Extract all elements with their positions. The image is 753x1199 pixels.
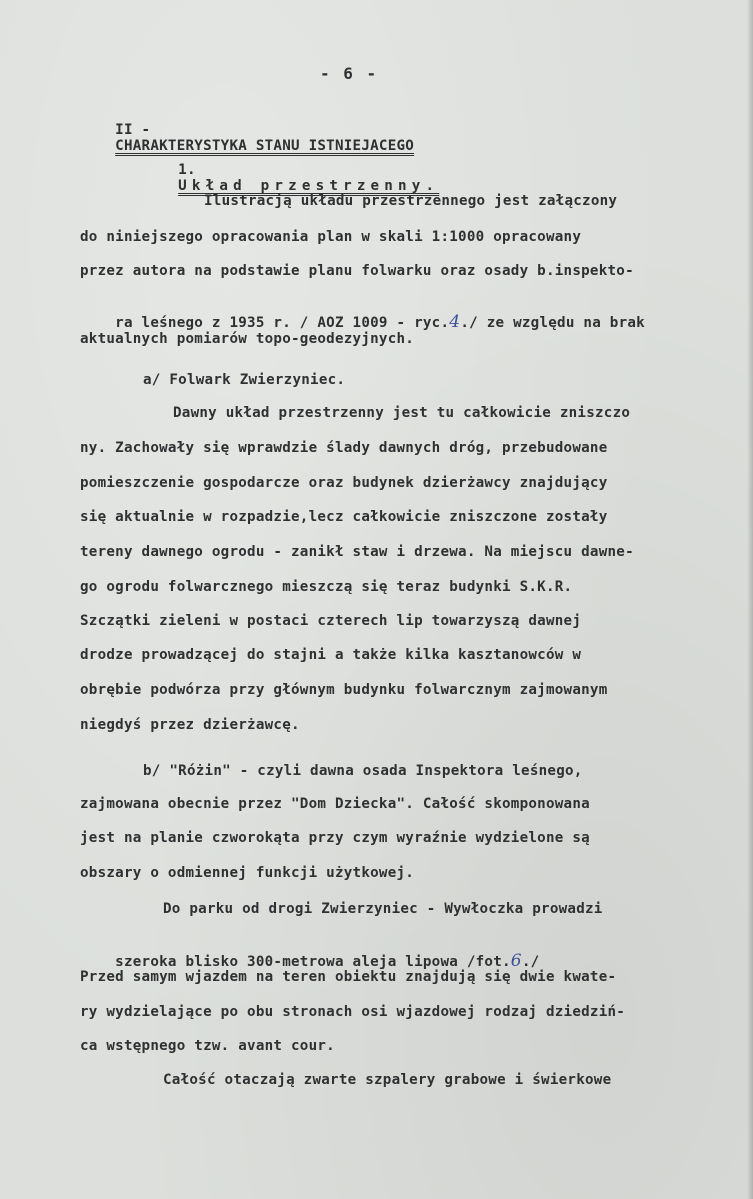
part-a-line-4: się aktualnie w rozpadzie,lecz całkowicie zniszczone zostały — [80, 509, 608, 525]
page-edge-shadow — [747, 0, 753, 1199]
part-a-line-3: pomieszczenie gospodarcze oraz budynek dzierżawcy znajdujący — [80, 475, 608, 491]
park-line-3: Przed samym wjazdem na teren obiektu znajdują się dwie kwate- — [80, 969, 617, 985]
part-b-line-1: b/ "Różin" - czyli dawna osada Inspektora leśnego, — [143, 763, 583, 779]
part-a-line-8: drodze prowadzącej do stajni a także kilka kasztanowców w — [80, 647, 582, 663]
intro-line-3: przez autora na podstawie planu folwarku oraz osady b.inspekto- — [80, 263, 634, 279]
intro-line-5: aktualnych pomiarów topo-geodezyjnych. — [80, 331, 415, 347]
part-a-line-5: tereny dawnego ogrodu - zanikł staw i drzewa. Na miejscu dawne- — [80, 544, 634, 560]
part-a-line-6: go ogrodu folwarcznego mieszczą się teraz budynki S.K.R. — [80, 579, 573, 595]
park-line-2-text: szeroka blisko 300-metrowa aleja lipowa /fot. — [115, 954, 511, 970]
part-a-line-7: Szczątki zieleni w postaci czterech lip towarzyszą dawnej — [80, 613, 582, 629]
subsection-title: Układ przestrzenny. — [178, 178, 440, 194]
park-line-1: Do parku od drogi Zwierzyniec - Wywłoczka prowadzi — [163, 901, 603, 917]
intro-line-4-text: ra leśnego z 1935 r. / AOZ 1009 - ryc. — [115, 315, 450, 331]
part-a-line-10: niegdyś przez dzierżawcę. — [80, 717, 300, 733]
part-a-line-1: Dawny układ przestrzenny jest tu całkowicie zniszczo — [173, 405, 631, 421]
handwritten-photo-number: 6 — [510, 951, 522, 971]
page-number: - 6 - — [320, 64, 379, 83]
part-a-line-2: ny. Zachowały się wprawdzie ślady dawnych dróg, przebudowane — [80, 440, 608, 456]
section-number: II - — [115, 122, 151, 138]
part-a-line-9: obrębie podwórza przy głównym budynku folwarcznym zajmowanym — [80, 682, 608, 698]
part-b-line-3: jest na planie czworokąta przy czym wyraźnie wydzielone są — [80, 830, 590, 846]
section-title: CHARAKTERYSTYKA STANU ISTNIEJACEGO — [115, 138, 415, 154]
intro-line-1: Ilustracją układu przestrzennego jest załączony — [204, 193, 618, 209]
park-line-5: ca wstępnego tzw. avant cour. — [80, 1038, 335, 1054]
park-line-4: ry wydzielające po obu stronach osi wjazdowej rodzaj dziedziń- — [80, 1004, 626, 1020]
part-b-line-4: obszary o odmiennej funkcji użytkowej. — [80, 865, 415, 881]
intro-line-2: do niniejszego opracowania plan w skali 1:1000 opracowany — [80, 229, 582, 245]
closing-line-1: Całość otaczają zwarte szpalery grabowe i świerkowe — [163, 1072, 612, 1088]
handwritten-figure-number: 4 — [449, 312, 461, 332]
park-line-2-tail: ./ — [521, 954, 540, 970]
subsection-number: 1. — [178, 162, 196, 178]
part-b-line-2: zajmowana obecnie przez "Dom Dziecka". Całość skomponowana — [80, 796, 590, 812]
part-a-heading: a/ Folwark Zwierzyniec. — [143, 372, 346, 388]
intro-line-4-tail: ./ ze względu na brak — [460, 315, 645, 331]
